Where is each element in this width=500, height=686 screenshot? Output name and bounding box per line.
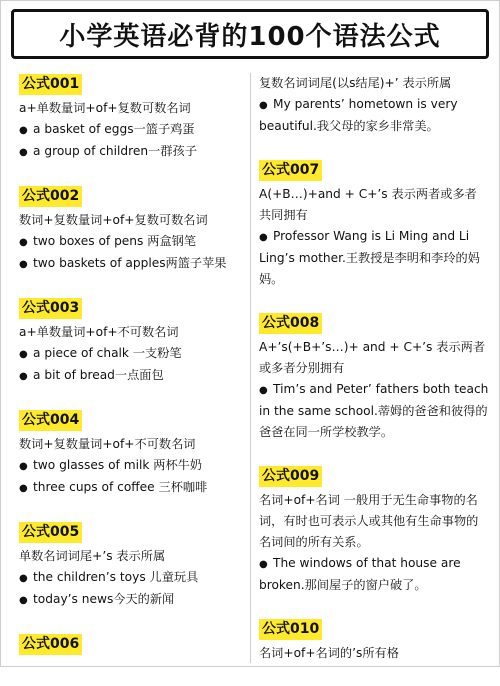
page-title: 小学英语必背的100个语法公式 [59, 21, 441, 52]
formula-rule: A(+B…)+and + C+’s 表示两者或多者共同拥有 [259, 187, 477, 222]
formula-label: 公式010 [259, 619, 322, 640]
bullet-icon: ● [259, 559, 268, 570]
formula-rule: 数词+复数量词+of+不可数名词 [19, 437, 196, 451]
example-item: ● two glasses of milk 两杯牛奶 [19, 455, 244, 477]
bullet-icon: ● [19, 259, 28, 270]
formula-006-continued [259, 73, 489, 137]
bullet-icon: ● [19, 237, 28, 248]
formula-rule: 数词+复数量词+of+复数可数名词 [19, 213, 208, 227]
formula-label: 公式004 [19, 410, 82, 431]
formula-rule: 单数名词词尾+’s 表示所属 [19, 549, 166, 563]
bullet-icon: ● [19, 483, 28, 494]
formula-006 [19, 633, 244, 658]
formula-007 [259, 159, 489, 290]
bullet-icon: ● [259, 232, 268, 243]
bullet-icon: ● [19, 573, 28, 584]
example-item: ● a basket of eggs一篮子鸡蛋 [19, 119, 244, 141]
right-column [259, 73, 489, 686]
example-item: ● two baskets of apples两篮子苹果 [19, 253, 244, 275]
formula-001 [19, 73, 244, 163]
bullet-icon: ● [259, 385, 268, 396]
example-item: ● two boxes of pens 两盒钢笔 [19, 231, 244, 253]
example-item: ● My parents’ hometown is very beautiful.我父母的家乡非常美。 [259, 97, 458, 133]
formula-002 [19, 185, 244, 275]
example-item: ● Professor Wang is Li Ming and Li Ling’s mother.王教授是李明和李玲的妈妈。 [259, 229, 480, 286]
formula-label: 公式003 [19, 298, 82, 319]
formula-009 [259, 465, 489, 596]
formula-label: 公式001 [19, 74, 82, 95]
formula-005 [19, 521, 244, 611]
bullet-icon: ● [19, 371, 28, 382]
formula-rule: 复数名词词尾(以s结尾)+’ 表示所属 [259, 76, 452, 90]
formula-rule: A+’s(+B+’s…)+ and + C+’s 表示两者或多者分别拥有 [259, 340, 486, 375]
formula-010 [259, 618, 489, 664]
example-item: ● three cups of coffee 三杯咖啡 [19, 477, 244, 499]
formula-label: 公式002 [19, 186, 82, 207]
example-item: ● a group of children一群孩子 [19, 141, 244, 163]
bullet-icon: ● [19, 349, 28, 360]
formula-004 [19, 409, 244, 499]
bullet-icon: ● [19, 147, 28, 158]
example-item: ● The windows of that house are broken.那间屋子的窗户破了。 [259, 556, 461, 592]
column-divider [250, 73, 251, 663]
bullet-icon: ● [259, 100, 268, 111]
formula-003 [19, 297, 244, 387]
formula-label: 公式005 [19, 522, 82, 543]
bullet-icon: ● [19, 461, 28, 472]
formula-008 [259, 312, 489, 443]
bullet-icon: ● [19, 125, 28, 136]
formula-label: 公式009 [259, 466, 322, 487]
example-item: ● a bit of bread一点面包 [19, 365, 244, 387]
example-item: ● today’s news今天的新闻 [19, 589, 244, 611]
title-banner [11, 9, 489, 59]
formula-rule: 名词+of+名词 一般用于无生命事物的名词，有时也可表示人或其他有生命事物的名词间的所有关系。 [259, 493, 479, 549]
example-item: ● Tim’s and Peter’ fathers both teach in the same school.蒂姆的爸爸和彼得的爸爸在同一所学校教学。 [259, 382, 489, 439]
formula-label: 公式007 [259, 160, 322, 181]
formula-rule: a+单数量词+of+复数可数名词 [19, 101, 191, 115]
left-column [19, 73, 244, 680]
example-item: ● a piece of chalk 一支粉笔 [19, 343, 244, 365]
formula-label: 公式006 [19, 634, 82, 655]
bullet-icon: ● [19, 595, 28, 606]
example-item: ● the children’s toys 儿童玩具 [19, 567, 244, 589]
formula-rule: 名词+of+名词的’s所有格 [259, 646, 399, 660]
formula-label: 公式008 [259, 313, 322, 334]
formula-rule: a+单数量词+of+不可数名词 [19, 325, 179, 339]
